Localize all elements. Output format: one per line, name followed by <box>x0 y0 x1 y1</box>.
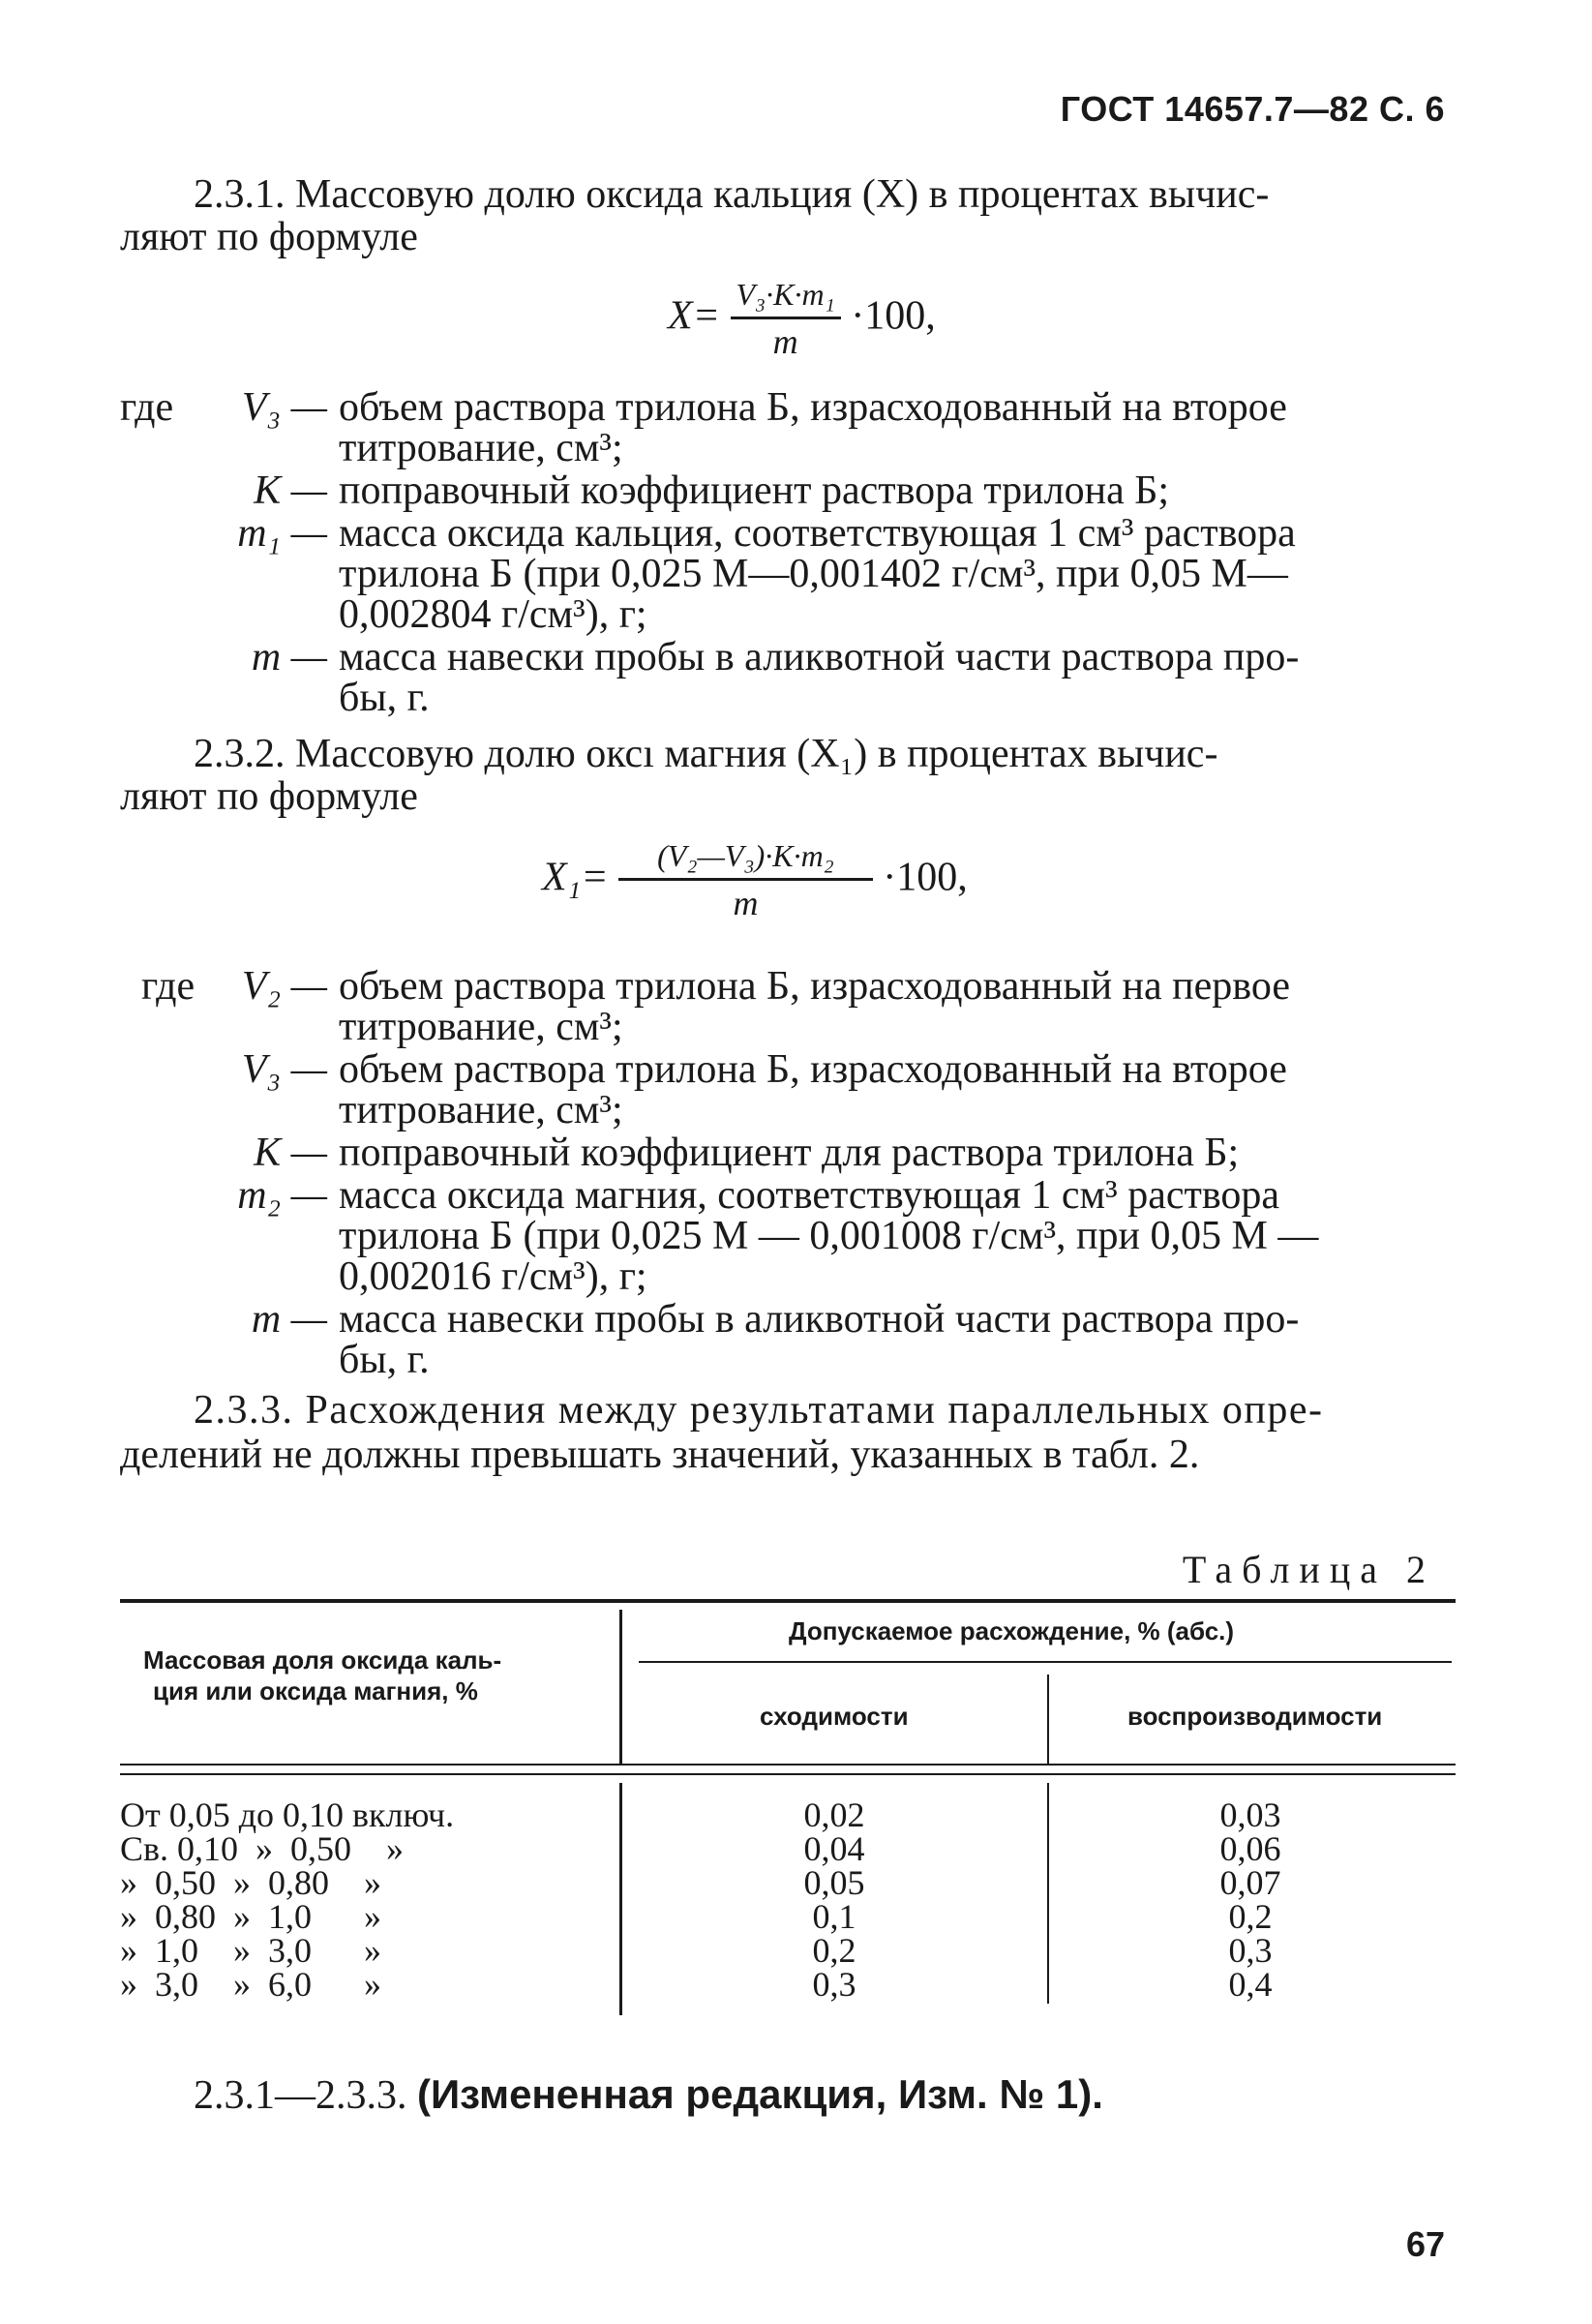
definition-text-line: трилона Б (при 0,025 М — 0,001008 г/см³, при 0,05 М — <box>339 1214 1319 1258</box>
definition-text-line: титрование, см³; <box>339 1088 623 1132</box>
formula-denominator: m <box>733 884 759 922</box>
definition-symbol: V₂ — <box>241 964 327 1009</box>
definition-text-line: объем раствора трилона Б, израсходованный на первое <box>339 964 1290 1009</box>
formula-numerator: V₃·K·m₁ <box>731 277 841 319</box>
amendment-text: (Измененная редакция, Изм. № 1). <box>417 2071 1103 2117</box>
definition-symbol: m — <box>251 635 327 679</box>
definition-text-line: трилона Б (при 0,025 М—0,001402 г/см³, при 0,05 М— <box>339 552 1288 596</box>
table-caption: Таблица 2 <box>1182 1548 1435 1591</box>
formula-fraction <box>731 277 841 362</box>
cell-range: » 0,50 » 0,80 » <box>120 1863 381 1902</box>
table-top-rule <box>120 1599 1456 1603</box>
formula-rhs: ·100, <box>851 293 936 339</box>
formula-calcium-oxide <box>668 277 936 362</box>
definition-symbol: V₃ — <box>241 1047 327 1092</box>
definition-text-line: масса оксида магния, соответствующая 1 см³ раствора <box>339 1173 1280 1218</box>
formula-rhs: ·100, <box>883 855 968 900</box>
table-header-col1-line1: Массовая доля оксида каль- <box>143 1645 502 1675</box>
definition-symbol: m₂ — <box>237 1173 327 1218</box>
definition-text-line: поправочный коэффициент для раствора трилона Б; <box>339 1131 1240 1175</box>
cell-reproducibility: 0,3 <box>1228 1931 1273 1970</box>
definition-text-line: бы, г. <box>339 676 430 720</box>
page-number: 67 <box>1405 2224 1445 2264</box>
definition-text-line: поправочный коэффициент раствора трилона Б; <box>339 468 1170 513</box>
cell-repeatability: 0,1 <box>812 1897 856 1936</box>
amendment-prefix: 2.3.1—2.3.3. <box>194 2073 407 2118</box>
formula-denominator: m <box>772 322 798 361</box>
formula-numerator: (V₂—V₃)·K·m₂ <box>618 838 873 881</box>
amendment-note <box>194 2071 1103 2119</box>
table-body-vline-1 <box>619 1783 622 2015</box>
cell-repeatability: 0,3 <box>812 1965 856 2004</box>
page-header: ГОСТ 14657.7—82 С. 6 <box>1060 89 1445 129</box>
where-label: где <box>141 964 195 1009</box>
definition-text-line: 0,002804 г/см³), г; <box>339 592 647 637</box>
definition-symbol: m₁ — <box>237 511 327 556</box>
cell-range: » 1,0 » 3,0 » <box>120 1931 381 1970</box>
cell-repeatability: 0,02 <box>803 1796 865 1834</box>
definition-symbol: K — <box>254 468 327 513</box>
where-label: где <box>120 385 174 430</box>
cell-range: Св. 0,10 » 0,50 » <box>120 1829 405 1868</box>
table-header-rule-2 <box>120 1773 1456 1775</box>
formula-magnesium-oxide <box>542 838 968 923</box>
definition-symbol: m — <box>251 1297 327 1342</box>
section-2-3-2-line2: ляют по формуле <box>120 774 418 819</box>
cell-repeatability: 0,2 <box>812 1931 856 1970</box>
cell-range: » 0,80 » 1,0 » <box>120 1897 381 1936</box>
definition-text-line: масса навески пробы в аликвотной части раствора про- <box>339 635 1300 679</box>
definition-text-line: бы, г. <box>339 1338 430 1382</box>
section-2-3-3-line1: 2.3.3. Расхождения между результатами параллельных опре- <box>194 1388 1324 1433</box>
table-group-rule <box>639 1661 1452 1663</box>
definition-text-line: масса навески пробы в аликвотной части раствора про- <box>339 1297 1300 1342</box>
definition-text-line: титрование, см³; <box>339 426 623 470</box>
definition-symbol: V₃ — <box>241 385 327 430</box>
table-header-col3: воспроизводимости <box>1127 1702 1383 1731</box>
cell-range: От 0,05 до 0,10 включ. <box>120 1796 455 1834</box>
definition-symbol: K — <box>254 1131 327 1175</box>
definition-text-line: титрование, см³; <box>339 1005 623 1049</box>
cell-reproducibility: 0,07 <box>1219 1863 1281 1902</box>
table-vline-1 <box>619 1610 622 1765</box>
definition-text-line: масса оксида кальция, соответствующая 1 см³ раствора <box>339 511 1296 556</box>
section-2-3-3-line2: делений не должны превышать значений, указанных в табл. 2. <box>120 1433 1200 1477</box>
table-header-col2: сходимости <box>760 1702 909 1731</box>
table-header-group: Допускаемое расхождение, % (абс.) <box>789 1616 1235 1645</box>
table-vline-2 <box>1047 1675 1049 1764</box>
formula-lhs: X= <box>668 293 720 339</box>
cell-repeatability: 0,05 <box>803 1863 865 1902</box>
definition-text-line: объем раствора трилона Б, израсходованный на второе <box>339 1047 1287 1092</box>
cell-reproducibility: 0,4 <box>1228 1965 1273 2004</box>
section-2-3-2-line1: 2.3.2. Массовую долю оксı магния (X₁) в процентах вычис- <box>194 732 1218 776</box>
cell-reproducibility: 0,03 <box>1219 1796 1281 1834</box>
table-header-rule-1 <box>120 1764 1456 1766</box>
section-2-3-1-line1: 2.3.1. Массовую долю оксида кальция (X) в процентах вычис- <box>194 172 1270 217</box>
definition-text-line: объем раствора трилона Б, израсходованный на второе <box>339 385 1287 430</box>
table-header-col1-line2: ция или оксида магния, % <box>153 1676 478 1705</box>
cell-reproducibility: 0,2 <box>1228 1897 1273 1936</box>
cell-range: » 3,0 » 6,0 » <box>120 1965 381 2004</box>
cell-repeatability: 0,04 <box>803 1829 865 1868</box>
formula-fraction <box>618 838 873 923</box>
definition-text-line: 0,002016 г/см³), г; <box>339 1254 647 1299</box>
table-body-vline-2 <box>1047 1783 1049 2004</box>
cell-reproducibility: 0,06 <box>1219 1829 1281 1868</box>
section-2-3-1-line2: ляют по формуле <box>120 215 418 259</box>
formula-lhs: X₁= <box>542 855 609 900</box>
